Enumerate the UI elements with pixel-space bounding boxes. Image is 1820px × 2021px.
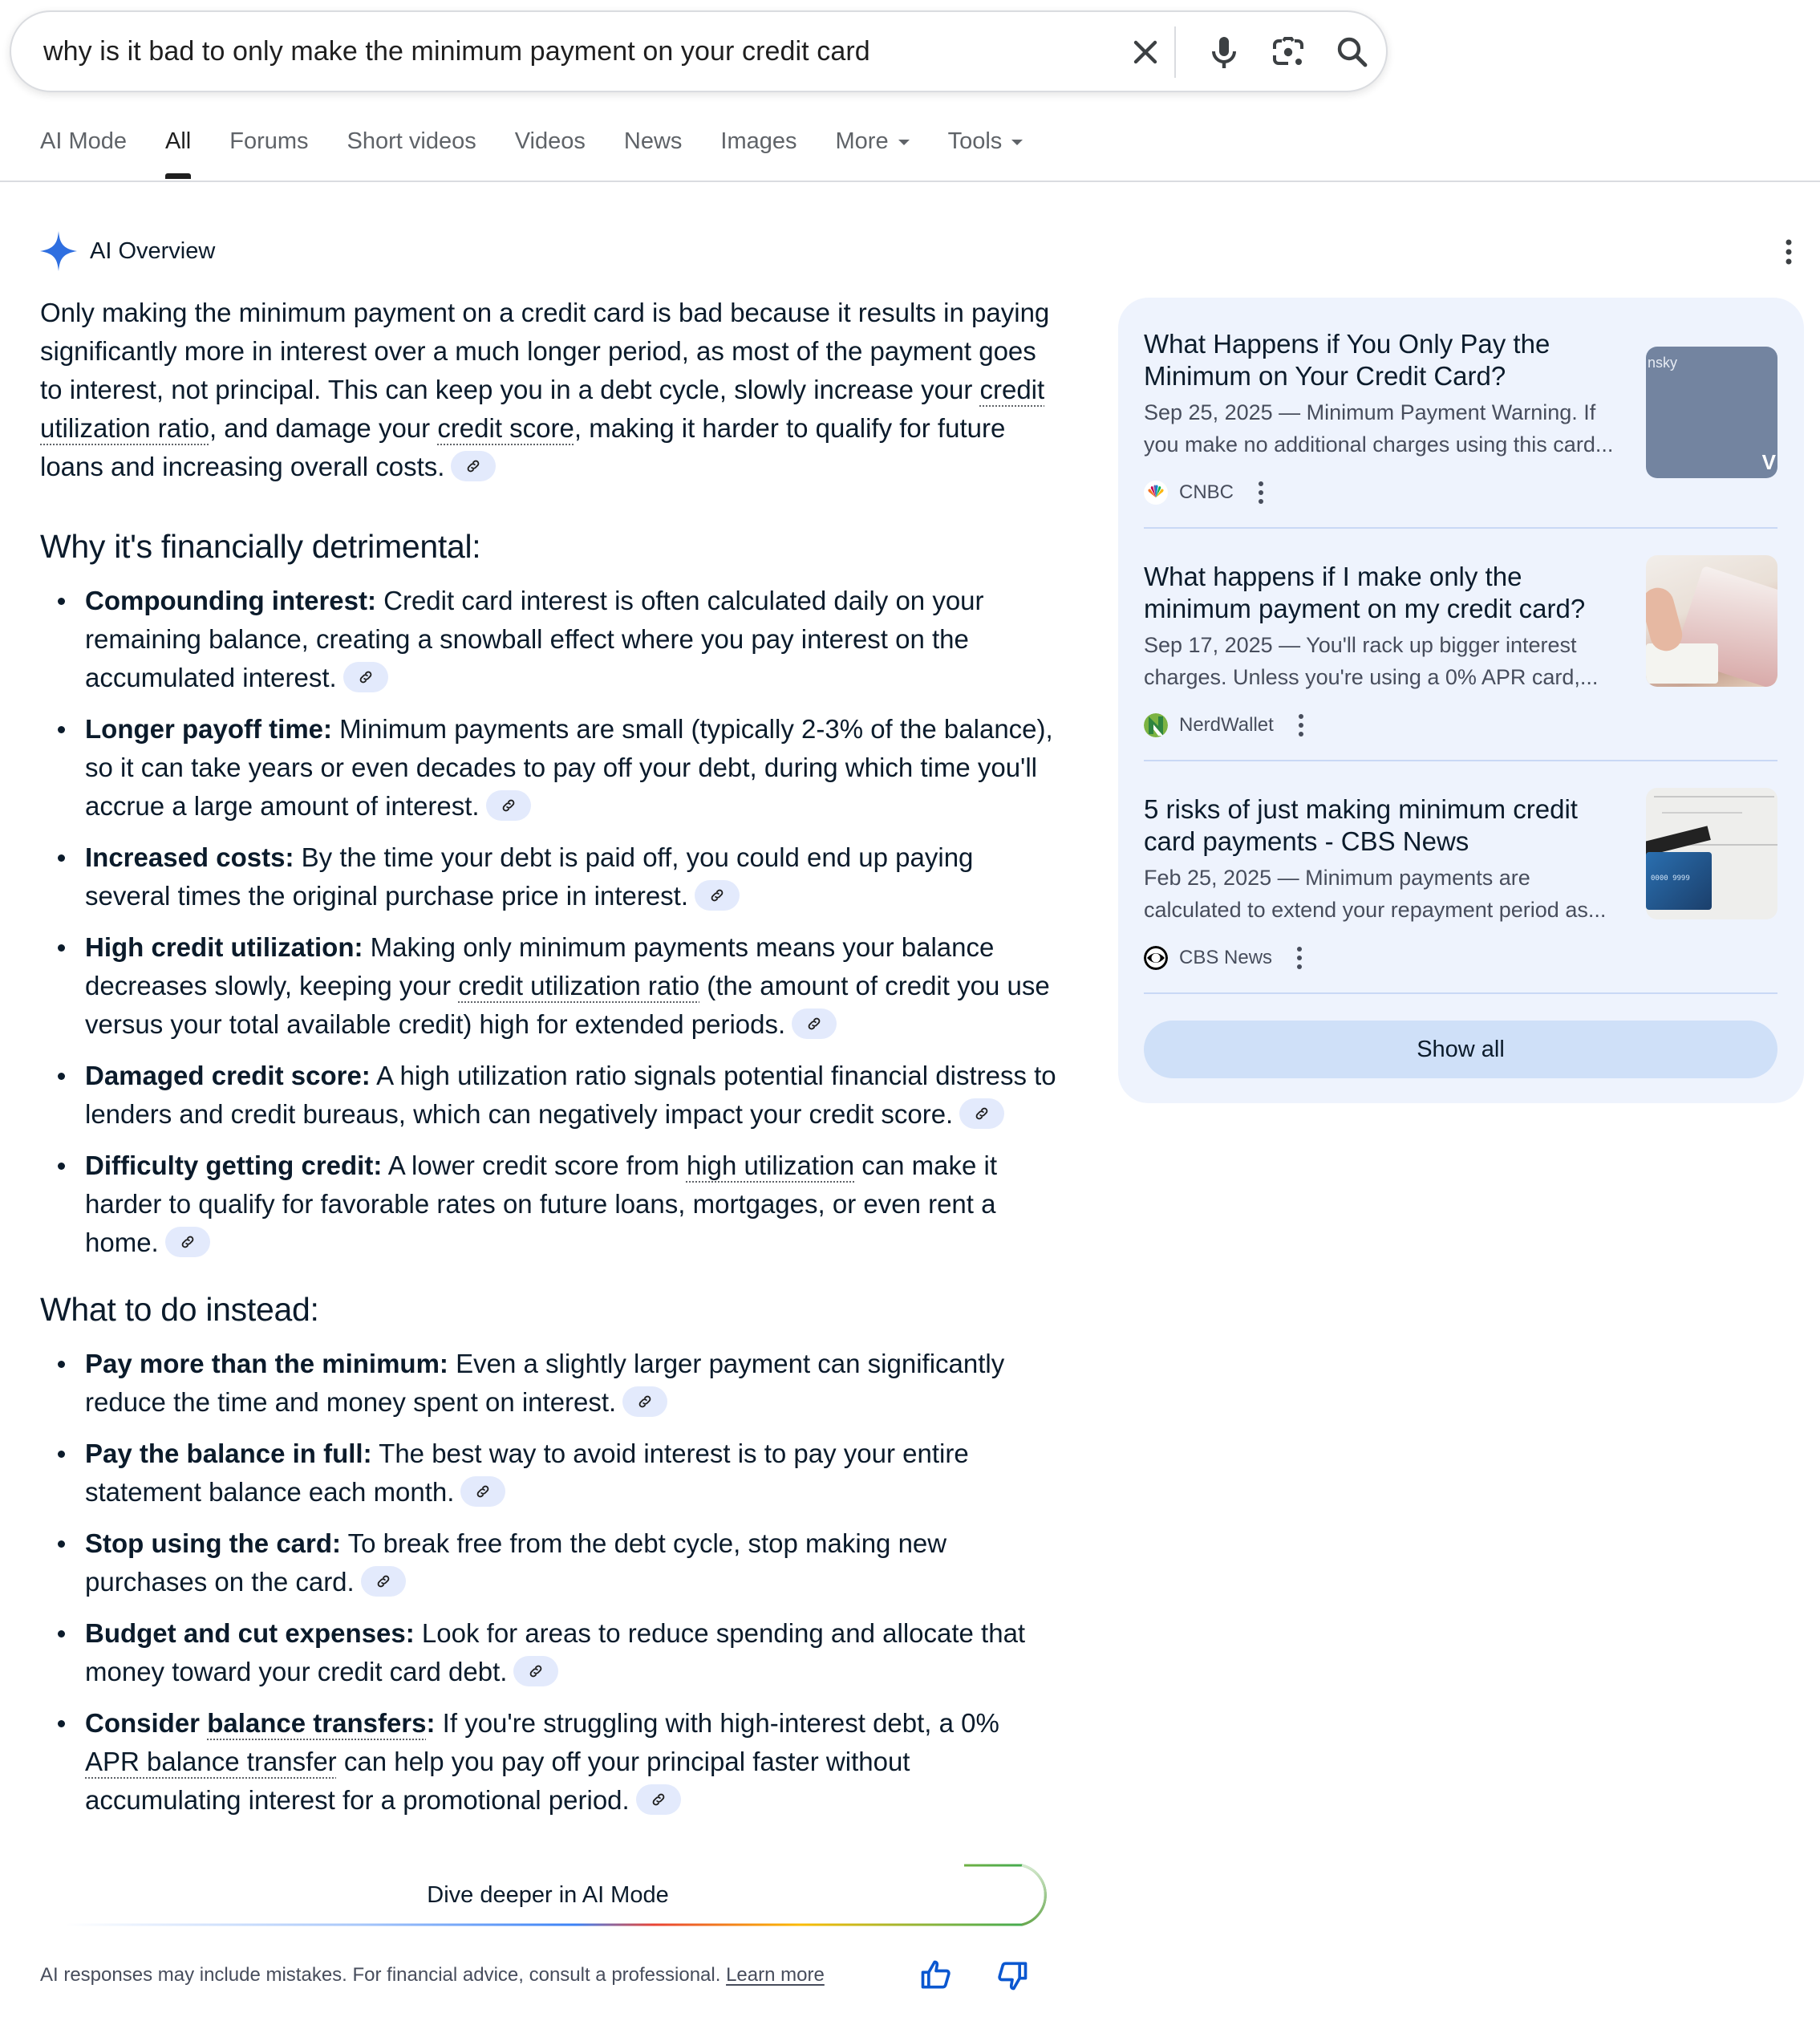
list-item-term: High credit utilization: [85,932,363,962]
link-icon [464,457,482,475]
list-item-term: Pay the balance in full: [85,1439,372,1468]
list-item [40,1345,1059,1422]
list-item [40,1435,1059,1512]
list-item-term: Budget and cut expenses: [85,1618,415,1648]
list-item-text: A high utilization ratio signals potential financial distress to lenders and credit bureaus, which can negatively impact your credit score. [85,1061,1056,1129]
link-icon [474,1483,492,1500]
term-link-balance-transfers[interactable]: balance transfers [207,1708,427,1738]
tab-label: More [835,128,889,154]
more-options-icon[interactable] [1777,237,1800,266]
sources-panel [1118,298,1804,1103]
term-link-high-utilization[interactable]: high utilization [686,1151,855,1180]
more-options-icon[interactable] [1256,479,1266,506]
search-icon[interactable] [1333,33,1372,71]
link-icon [375,1573,392,1590]
list-item-text: can help you pay off your principal faster without accumulating interest for a promotional period. [85,1747,910,1815]
list-item-term: Damaged credit score: [85,1061,371,1090]
tab-tools[interactable] [948,128,1023,177]
gemini-sparkle-icon [40,231,77,271]
instead-list [40,1345,1059,1820]
source-card-nerdwallet[interactable] [1144,554,1777,747]
thumbnail-statement-line [1654,796,1774,797]
microphone-icon[interactable] [1205,33,1243,71]
list-item-text: can make it harder to qualify for favorable rates on future loans, mortgages, or even rent a home. [85,1151,998,1257]
search-tabs [40,128,1061,177]
term-link-apr-balance-transfer[interactable]: APR balance transfer [85,1747,337,1776]
source-card-cbs-news[interactable] [1144,787,1777,980]
source-card-cnbc[interactable] [1144,322,1777,514]
citation-link-button[interactable] [451,451,496,481]
citation-link-button[interactable] [513,1656,558,1686]
list-item-text: Making only minimum payments means your balance decreases slowly, keeping your [85,932,995,1000]
source-meta [1144,709,1306,741]
list-item [40,1704,1059,1820]
search-divider [1174,26,1176,78]
tab-videos[interactable] [515,128,586,177]
list-item-term: Difficulty getting credit: [85,1151,383,1180]
thumbs-up-icon[interactable] [918,1958,954,1993]
term-link-credit-utilization-ratio[interactable]: credit utilization ratio [40,375,1045,443]
source-thumbnail[interactable] [1646,788,1777,919]
source-name: CBS News [1179,947,1273,968]
list-item-text: Look for areas to reduce spending and allocate that money toward your credit card debt. [85,1618,1026,1686]
link-icon [805,1015,823,1033]
source-separator [1144,992,1777,994]
link-icon [973,1105,991,1122]
source-name: NerdWallet [1179,714,1274,736]
citation-link-button[interactable] [695,880,740,911]
list-item-term: Stop using the card: [85,1528,342,1558]
link-icon [636,1393,654,1410]
nerdwallet-logo-icon [1144,713,1168,737]
caret-down-icon [1011,140,1023,145]
link-icon [527,1662,545,1680]
more-options-icon[interactable] [1296,712,1306,739]
source-meta [1144,477,1266,509]
thumbnail-calculator [1646,643,1718,684]
list-item-text: If you're struggling with high-interest debt, a 0% [435,1708,999,1738]
thumbnail-text: nsky [1648,355,1678,371]
tab-label: AI Mode [40,128,127,154]
term-link-credit-score[interactable]: credit score [437,413,574,443]
list-item-term: Pay more than the minimum: [85,1349,448,1378]
link-icon [357,668,375,686]
caret-down-icon [898,140,910,145]
detrimental-list [40,582,1059,1262]
tab-label: Images [720,128,797,154]
source-snippet: Sep 17, 2025 — You'll rack up bigger interest charges. Unless you're using a 0% APR card,... [1144,633,1599,689]
section-heading-instead: What to do instead: [40,1291,319,1328]
ai-disclaimer [40,1964,825,1987]
citation-link-button[interactable] [361,1566,406,1597]
cbs-logo-icon [1144,946,1168,970]
citation-link-button[interactable] [486,790,531,821]
list-item [40,1057,1059,1134]
thumbs-down-icon[interactable] [995,1958,1030,1993]
source-separator [1144,527,1777,529]
show-all-button[interactable] [1144,1021,1777,1078]
summary-text: , making it harder to qualify for future loans and increasing overall costs. [40,413,1006,481]
tab-label: News [623,128,683,154]
list-item [40,582,1059,697]
summary-paragraph [40,294,1059,486]
citation-link-button[interactable] [636,1784,681,1815]
citation-link-button[interactable] [622,1386,667,1417]
citation-link-button[interactable] [792,1008,837,1039]
thumbnail-credit-card [1646,852,1712,910]
list-item-text: A lower credit score from [382,1151,687,1180]
tab-ai-mode[interactable] [40,128,127,177]
list-item [40,838,1059,915]
lens-camera-icon[interactable] [1269,33,1307,71]
disclaimer-text: AI responses may include mistakes. For financial advice, consult a professional. [40,1964,727,1986]
search-input[interactable]: why is it bad to only make the minimum payment on your credit card [43,36,870,67]
tab-short-videos[interactable] [347,128,476,177]
list-item-text: Minimum payments are small (typically 2-3% of the balance), so it can take years or even decades to pay off your debt, during which time you'll accrue a large amount of interest. [85,714,1053,821]
ai-overview-header [40,231,215,271]
tab-images[interactable] [720,128,797,177]
link-icon [650,1791,667,1808]
source-snippet: Sep 25, 2025 — Minimum Payment Warning. If you make no additional charges using this card... [1144,400,1614,457]
citation-link-button[interactable] [165,1227,210,1257]
tab-label: Videos [514,128,586,154]
source-meta [1144,942,1304,974]
list-item-text: The best way to avoid interest is to pay your entire statement balance each month. [85,1439,969,1507]
list-item-term: Increased costs: [85,842,294,872]
citation-link-button[interactable] [343,662,388,692]
list-item-term: Longer payoff time: [85,714,333,744]
source-title[interactable]: What happens if I make only the minimum payment on my credit card? [1144,562,1586,623]
thumbnail-text: V [1761,450,1776,474]
tab-news[interactable] [624,128,683,177]
learn-more-link[interactable]: Learn more [726,1964,825,1986]
list-item-term: Consider [85,1708,208,1738]
tab-label: Forums [229,128,309,154]
list-item [40,1614,1059,1691]
link-icon [179,1233,197,1251]
ai-overview-body [40,294,1059,1832]
show-all-label: Show all [1417,1036,1505,1062]
thumbnail-card-number: 0000 9999 [1651,875,1690,883]
term-link-credit-utilization-ratio[interactable]: credit utilization ratio [458,971,700,1000]
list-item [40,1146,1059,1262]
tab-all[interactable] [165,128,191,177]
link-icon [500,797,517,814]
source-title[interactable]: 5 risks of just making minimum credit card payments - CBS News [1144,794,1578,856]
list-item-text: Credit card interest is often calculated daily on your remaining balance, creating a snowball effect where you pay interest on the accumulated interest. [85,586,984,692]
list-item [40,928,1059,1044]
source-snippet: Feb 25, 2025 — Minimum payments are calculated to extend your repayment period as... [1144,866,1607,922]
tab-label: Tools [947,128,1003,154]
section-heading-detrimental: Why it's financially detrimental: [40,528,481,565]
list-item-text: Even a slightly larger payment can significantly reduce the time and money spent on interest. [85,1349,1005,1417]
dive-deeper-ai-mode-button[interactable] [42,1864,1054,1926]
link-icon [708,887,726,904]
more-options-icon[interactable] [1295,944,1304,972]
source-thumbnail[interactable] [1646,347,1777,478]
thumbnail-statement-line [1662,812,1742,814]
list-item [40,1524,1059,1601]
tab-label: Short videos [347,128,476,154]
source-thumbnail[interactable] [1646,555,1777,687]
dive-deeper-label: Dive deeper in AI Mode [427,1881,669,1908]
ai-overview-title: AI Overview [90,237,216,264]
source-title[interactable]: What Happens if You Only Pay the Minimum on Your Credit Card? [1144,329,1550,391]
close-icon[interactable] [1126,33,1165,71]
list-item-text: To break free from the debt cycle, stop making new purchases on the card. [85,1528,947,1597]
tab-forums[interactable] [229,128,308,177]
list-item-term: Compounding interest: [85,586,376,615]
source-separator [1144,760,1777,761]
summary-text: , and damage your [209,413,438,443]
list-item-text: (the amount of credit you use versus your total available credit) high for extended periods. [85,971,1050,1039]
list-item [40,710,1059,826]
tabs-divider [0,181,1820,182]
list-item-text: By the time your debt is paid off, you could end up paying several times the original purchase price in interest. [85,842,974,911]
source-name: CNBC [1179,481,1234,503]
summary-text: Only making the minimum payment on a credit card is bad because it results in paying significantly more in interest over a much longer period, as most of the payment goes to interest, not principal. This can keep you in a debt cycle, slowly increase your [40,298,1050,404]
citation-link-button[interactable] [460,1476,505,1507]
list-item-term: : [426,1708,436,1738]
search-box[interactable] [10,10,1388,92]
cnbc-logo-icon [1144,481,1168,505]
citation-link-button[interactable] [959,1098,1004,1129]
tab-more[interactable] [836,128,910,177]
tab-label: All [165,128,192,154]
